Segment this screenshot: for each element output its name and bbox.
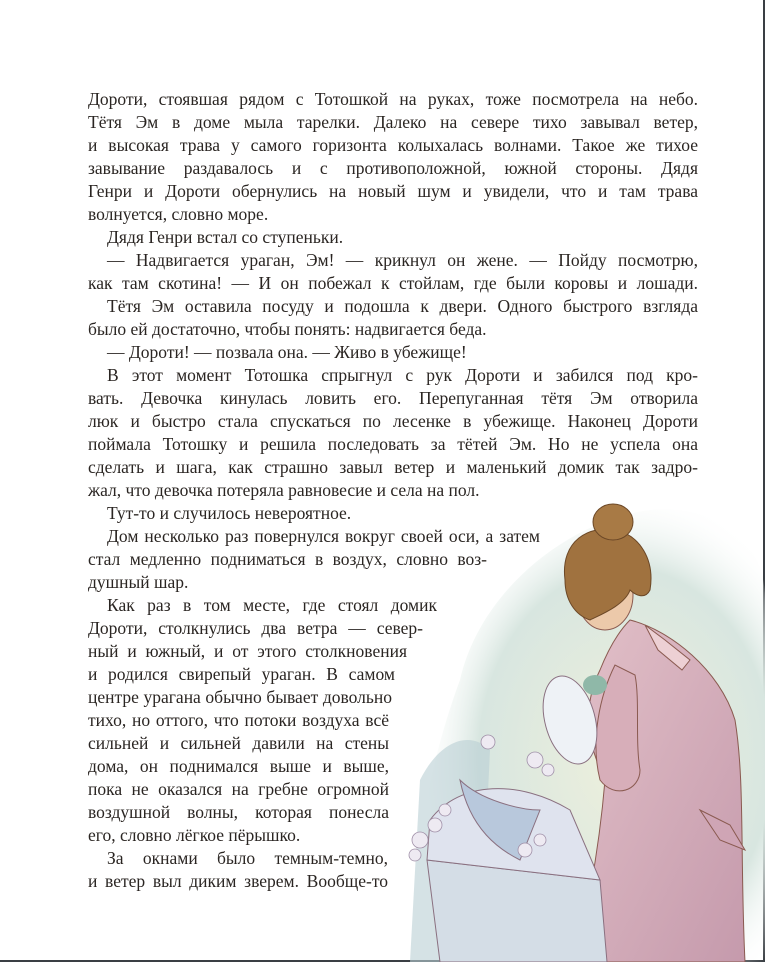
text-line: пока не оказался на гребне огромной [88, 779, 389, 799]
text-line: и родился свирепый ураган. В самом [88, 664, 395, 684]
text-line: было ей достаточно, чтобы понять: надвигается беда. [88, 319, 487, 339]
text-line: сильней и сильней давили на стены [88, 733, 389, 753]
text-line: Дороти, стоявшая рядом с Тотошкой на руках, тоже посмотрела на небо. [88, 89, 698, 109]
text-line: Генри и Дороти обернулись на новый шум и увидели, что и там трава [88, 181, 698, 201]
text-line: В этот момент Тотошка спрыгнул с рук Дороти и забился под кро- [107, 365, 698, 385]
text-line: и ветер выл диким зверем. Вообще-то [88, 871, 388, 891]
text-line: — Надвигается ураган, Эм! — крикнул он жене. — Пойду посмотрю, [107, 250, 698, 270]
text-line: и высокая трава у самого горизонта колыхалась волнами. Такое же тихое [88, 135, 698, 155]
text-line: Дядя Генри встал со ступеньки. [107, 227, 344, 247]
text-line: За окнами было темным-темно, [107, 848, 388, 868]
text-line: дома, он поднимался выше и выше, [88, 756, 389, 776]
text-line: волнуется, словно море. [88, 204, 269, 224]
text-line: люк и быстро стала спускаться по лесенке в убежище. Наконец Дороти [88, 411, 698, 431]
text-line: Дом несколько раз повернулся вокруг своей оси, а затем [107, 526, 540, 546]
text-line: жал, что девочка потеряла равновесие и села на пол. [88, 480, 480, 500]
text-line: его, словно лёгкое пёрышко. [88, 825, 301, 845]
text-line: Как раз в том месте, где стоял домик [107, 595, 437, 615]
text-line: — Дороти! — позвала она. — Живо в убежище! [107, 342, 467, 362]
text-line: Тётя Эм в доме мыла тарелки. Далеко на севере тихо завывал ветер, [88, 112, 698, 132]
text-line: вать. Девочка кинулась ловить его. Перепуганная тётя Эм отворила [88, 388, 698, 408]
text-line: Тётя Эм оставила посуду и подошла к двери. Одного быстрого взгляда [107, 296, 698, 316]
text-line: воздушной волны, которая понесла [88, 802, 389, 822]
text-line: ный и южный, и от этого столкновения [88, 641, 407, 661]
text-line: центре урагана обычно бывает довольно [88, 687, 392, 707]
text-line: завывание раздавалось и с противоположной, южной стороны. Дядя [88, 158, 698, 178]
text-line: поймала Тотошку и решила последовать за тётей Эм. Но не успела она [88, 434, 698, 454]
text-line: стал медленно подниматься в воздух, словно воз- [88, 549, 487, 569]
text-line: Дороти, столкнулись два ветра — север- [88, 618, 423, 638]
text-line: сделать и шага, как страшно завыл ветер и маленький домик так задро- [88, 457, 698, 477]
text-line: тихо, но оттого, что потоки воздуха всё [88, 710, 389, 730]
text-line: Тут-то и случилось невероятное. [107, 503, 352, 523]
story-text [88, 88, 698, 893]
text-line: душный шар. [88, 572, 189, 592]
text-line: как там скотина! — И он побежал к стойлам, где были коровы и лошади. [88, 273, 698, 293]
